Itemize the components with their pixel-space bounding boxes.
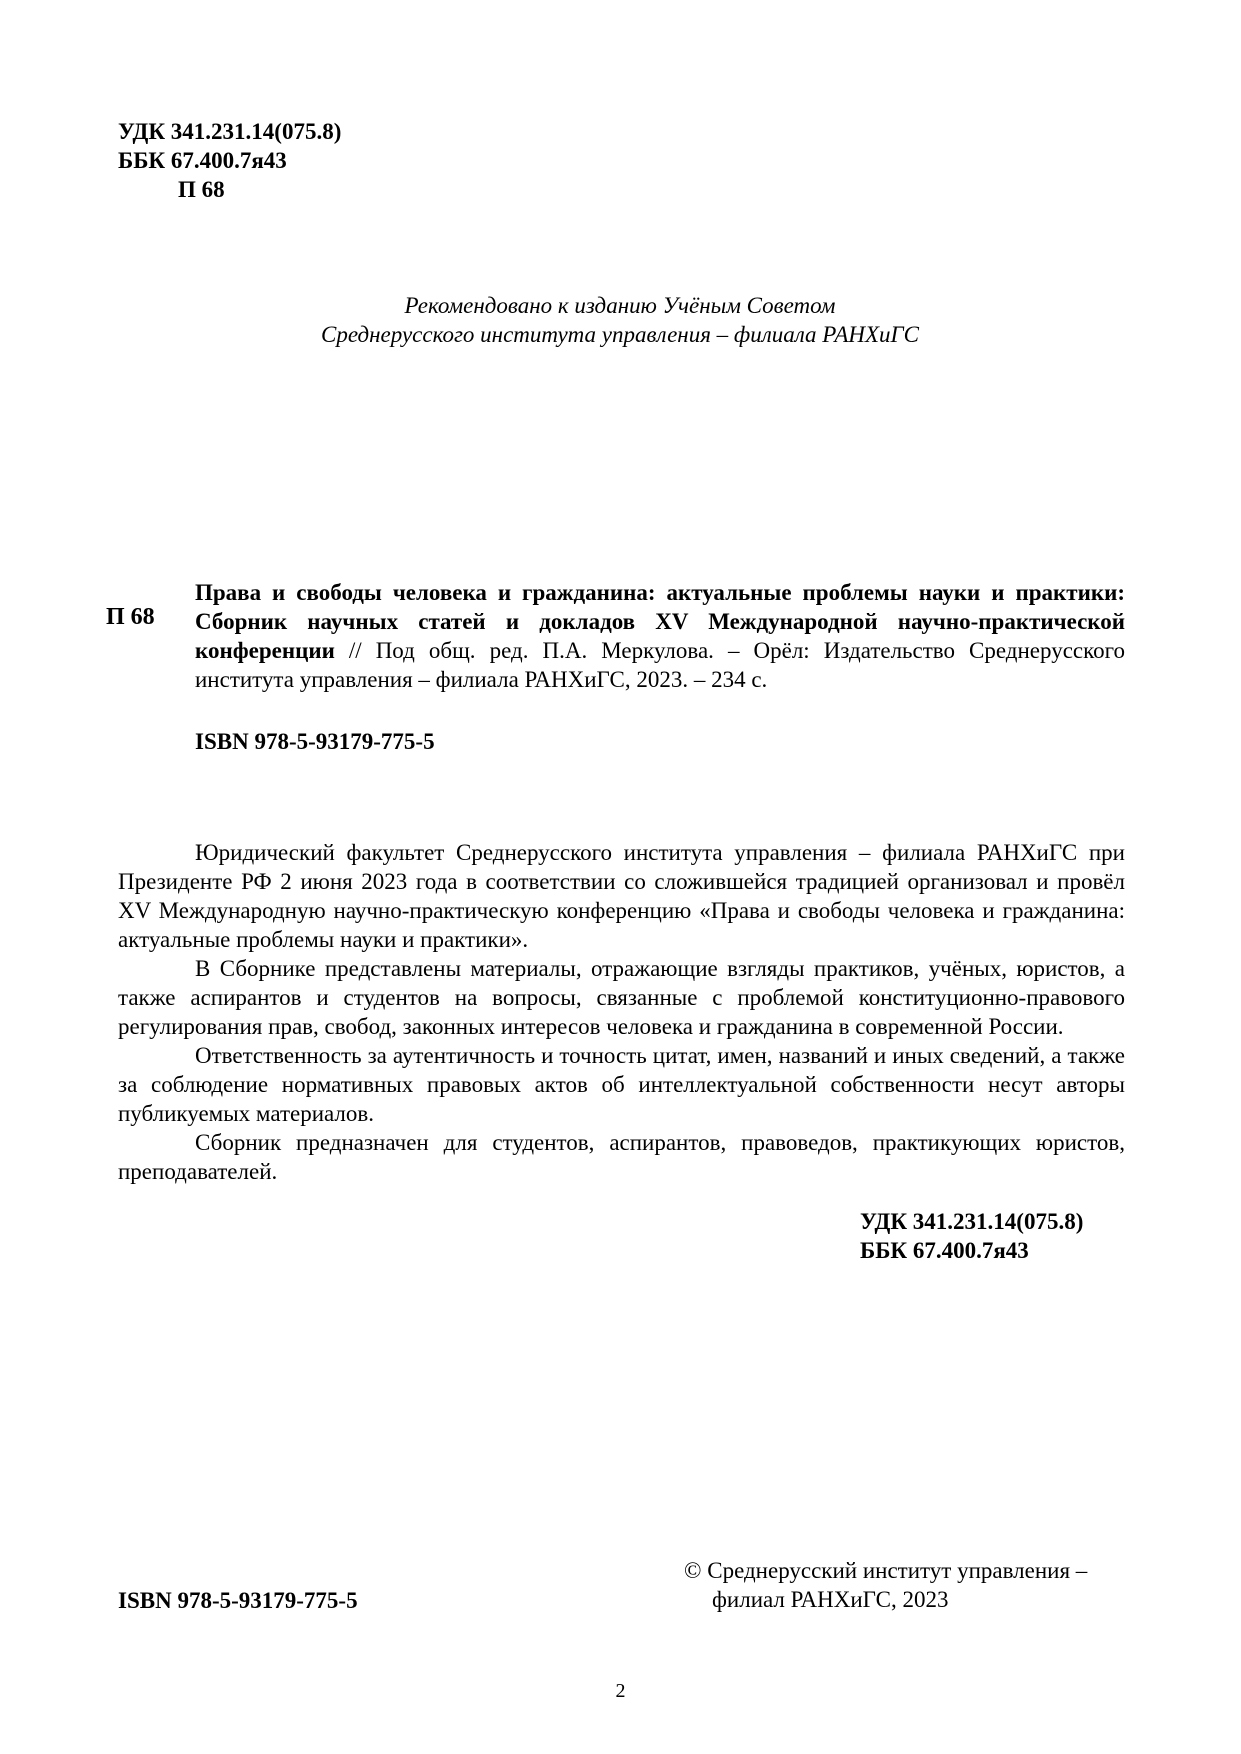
record-cipher: П 68 (106, 604, 155, 630)
record-isbn: ISBN 978-5-93179-775-5 (195, 729, 435, 754)
annotation (118, 838, 1125, 1186)
recommendation-line-1: Рекомендовано к изданию Учёным Советом (404, 293, 836, 318)
record-imprint: // Под общ. ред. П.А. Меркулова. – Орёл: Издательство Среднерусского института управления – филиала РАНХиГС, 2023. – 234 с. (195, 638, 1125, 692)
copyright-line-2: филиал РАНХиГС, 2023 (712, 1587, 949, 1612)
udk-code: УДК 341.231.14(075.8) (860, 1209, 1084, 1234)
footer-isbn: ISBN 978-5-93179-775-5 (118, 1588, 358, 1613)
publication-recommendation (200, 291, 1040, 349)
page-number: 2 (615, 1680, 626, 1702)
annotation-paragraph: Сборник предназначен для студентов, аспирантов, правоведов, практикующих юристов, преподавателей. (118, 1130, 1125, 1184)
bibliographic-record (195, 578, 1125, 694)
annotation-paragraph: Ответственность за аутентичность и точность цитат, имен, названий и иных сведений, а также за соблюдение нормативных правовых актов об интеллектуальной собственности несут авторы публикуемых материалов. (118, 1043, 1125, 1126)
udk-code: УДК 341.231.14(075.8) (118, 119, 342, 144)
author-cipher: П 68 (178, 177, 225, 202)
record-title: Права и свободы человека и гражданина: актуальные проблемы науки и практики: Сборник научных статей и докладов XV Международной научно-практической конференции (195, 580, 1125, 663)
copyright-notice (684, 1556, 1087, 1614)
recommendation-line-2: Среднерусского института управления – филиала РАНХиГС (321, 322, 919, 347)
annotation-paragraph: В Сборнике представлены материалы, отражающие взгляды практиков, учёных, юристов, а также аспирантов и студентов на вопросы, связанные с проблемой конституционно-правового регулирования прав, свобод, законных интересов человека и гражданина в современной России. (118, 956, 1125, 1039)
bbk-code: ББК 67.400.7я43 (118, 148, 287, 173)
annotation-paragraph: Юридический факультет Среднерусского института управления – филиала РАНХиГС при Президенте РФ 2 июня 2023 года в соответствии со сложившейся традицией организовал и провёл XV Международную научно-практическую конференцию «Права и свободы человека и гражданина: актуальные проблемы науки и практики». (118, 840, 1125, 952)
copyright-line-1: © Среднерусский институт управления – (684, 1558, 1088, 1583)
bbk-code: ББК 67.400.7я43 (860, 1238, 1029, 1263)
bottom-classification-codes (860, 1207, 1083, 1265)
top-classification-codes (118, 117, 341, 204)
